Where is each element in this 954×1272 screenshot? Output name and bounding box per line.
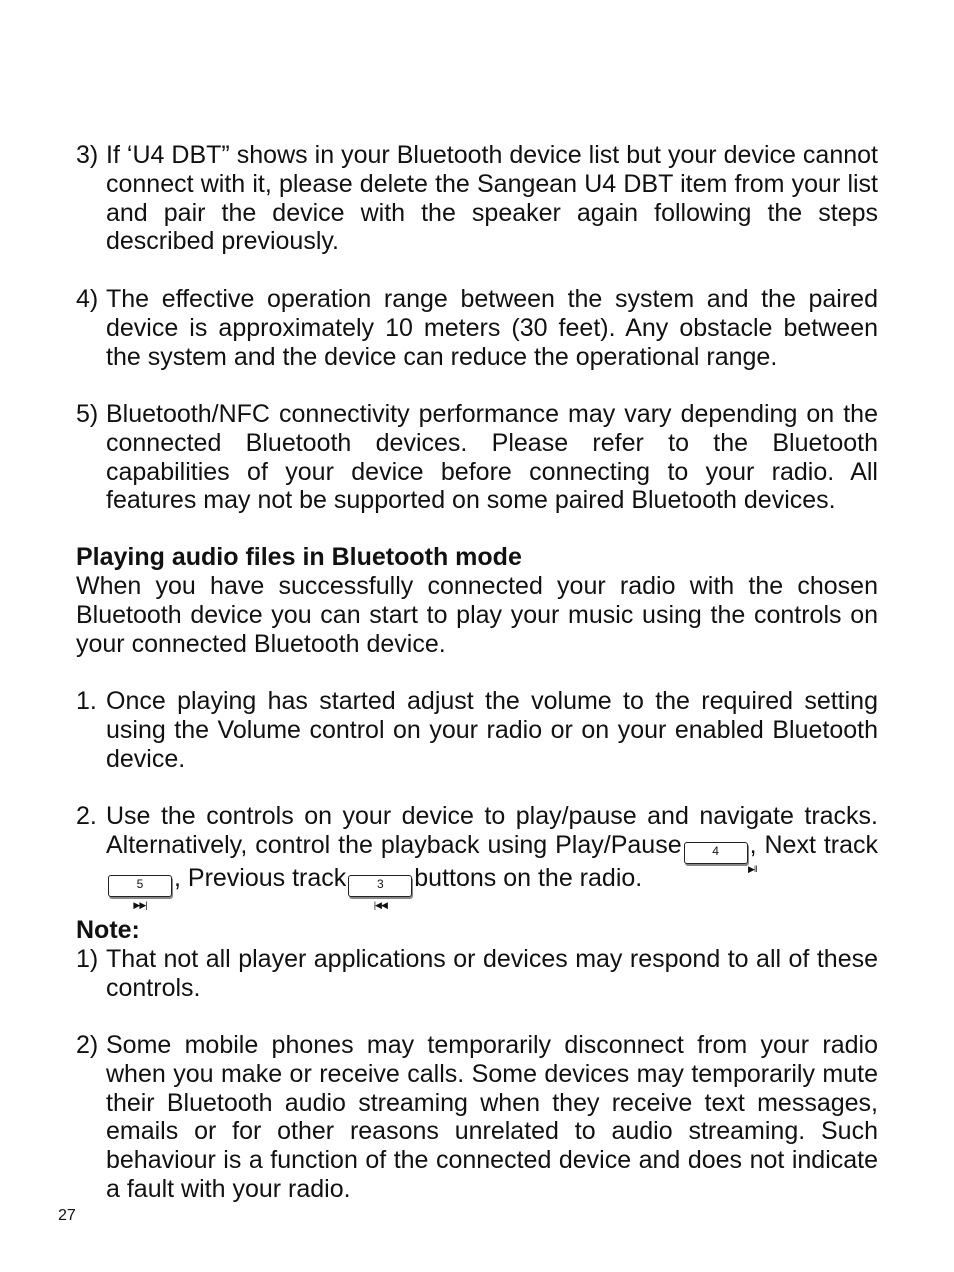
step-text: Once playing has started adjust the volume to the required setting using the Volume control on your radio or on your enabled Bluetooth device. <box>106 687 878 773</box>
step-text <box>106 802 878 910</box>
item-text: Bluetooth/NFC connectivity performance may vary depending on the connected Bluetooth devices. Please refer to the Bluetooth capabilities of your device before connecting to your radio. All features may not be supported on some paired Bluetooth devices. <box>106 400 878 515</box>
button-number: 4 <box>712 843 719 858</box>
note-heading: Note: <box>76 916 140 944</box>
button-number: 3 <box>376 876 384 891</box>
page-number: 27 <box>58 1207 76 1224</box>
item-text: The effective operation range between the system and the paired device is approximately 10 meters (30 feet). Any obstacle between the system and the device can reduce the operational range. <box>106 285 878 371</box>
item-text: Some mobile phones may temporarily disconnect from your radio when you make or receive calls. Some devices may temporarily mute their Bluetooth audio streaming when they receive text messages, emails or for other reasons unrelated to audio streaming. Such behaviour is a function of the connected device and does not indicate a fault with your radio. <box>106 1031 878 1203</box>
note-item-4 <box>76 285 878 371</box>
play-pause-button-graphic <box>684 842 757 874</box>
step-text-part: , Next track <box>749 830 878 859</box>
play-pause-icon: ▶‖ <box>747 863 757 874</box>
next-track-button-graphic <box>108 875 172 910</box>
step-number: 2. <box>76 802 97 830</box>
item-text: If ‘U4 DBT” shows in your Bluetooth device list but your device cannot connect with it, please delete the Sangean U4 DBT item from your list and pair the device with the speaker again following the steps described previously. <box>106 141 878 256</box>
section-intro: When you have successfully connected your radio with the chosen Bluetooth device you can start to play your music using the controls on your connected Bluetooth device. <box>76 572 878 658</box>
section-heading: Playing audio files in Bluetooth mode <box>76 543 522 571</box>
step-1 <box>76 687 878 773</box>
note-item-3 <box>76 141 878 256</box>
note-item-5 <box>76 400 878 515</box>
item-number: 4) <box>76 285 99 313</box>
item-number: 1) <box>76 945 99 973</box>
note-2 <box>76 1031 878 1204</box>
step-text-part: buttons on the radio. <box>414 863 643 892</box>
next-track-icon: ▶▶| <box>133 899 147 910</box>
step-text-part: , Previous track <box>174 863 347 892</box>
step-text-part: Use the controls on your device to play/pause and navigate tracks. Alternatively, control the playback using Play/Pause <box>106 802 878 859</box>
item-text: That not all player applications or devices may respond to all of these controls. <box>106 945 878 1002</box>
item-number: 2) <box>76 1031 99 1059</box>
item-number: 5) <box>76 400 99 428</box>
button-number: 5 <box>136 876 144 891</box>
note-1 <box>76 945 878 1003</box>
step-2 <box>76 802 878 910</box>
item-number: 3) <box>76 141 99 169</box>
step-number: 1. <box>76 687 97 715</box>
previous-track-icon: |◀◀ <box>373 899 387 910</box>
previous-track-button-graphic <box>348 875 412 910</box>
